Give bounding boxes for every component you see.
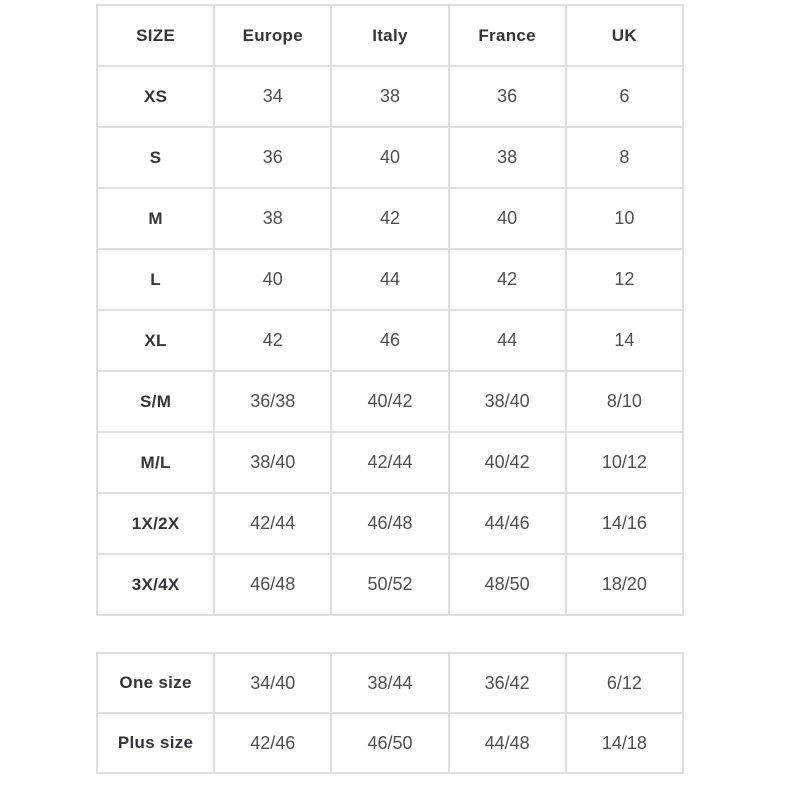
size-cell: 42 xyxy=(449,249,566,310)
size-cell: 10 xyxy=(566,188,683,249)
size-cell: 18/20 xyxy=(566,554,683,615)
size-cell: 40 xyxy=(449,188,566,249)
size-cell: 46/48 xyxy=(331,493,448,554)
size-cell: 44 xyxy=(449,310,566,371)
table-row-plus-size xyxy=(97,713,683,773)
size-cell: 38 xyxy=(449,127,566,188)
size-cell: 34 xyxy=(214,66,331,127)
size-cell: 38/40 xyxy=(214,432,331,493)
size-cell: 12 xyxy=(566,249,683,310)
column-header-europe: Europe xyxy=(214,5,331,66)
size-cell: 36/38 xyxy=(214,371,331,432)
table-row-3x4x xyxy=(97,554,683,615)
size-cell: 14 xyxy=(566,310,683,371)
row-label: XL xyxy=(97,310,214,371)
table-row-sm xyxy=(97,371,683,432)
table-row-ml xyxy=(97,432,683,493)
size-cell: 50/52 xyxy=(331,554,448,615)
size-cell: 10/12 xyxy=(566,432,683,493)
row-label: 3X/4X xyxy=(97,554,214,615)
size-cell: 14/16 xyxy=(566,493,683,554)
size-cell: 38/44 xyxy=(331,653,448,713)
table-body xyxy=(97,66,683,615)
size-cell: 36/42 xyxy=(449,653,566,713)
size-cell: 36 xyxy=(449,66,566,127)
size-cell: 44/46 xyxy=(449,493,566,554)
table-row-m xyxy=(97,188,683,249)
table-row-one-size xyxy=(97,653,683,713)
size-cell: 46/48 xyxy=(214,554,331,615)
size-cell: 14/18 xyxy=(566,713,683,773)
size-conversion-table xyxy=(96,4,684,616)
row-label: M/L xyxy=(97,432,214,493)
size-cell: 6/12 xyxy=(566,653,683,713)
table-row-1x2x xyxy=(97,493,683,554)
size-cell: 42 xyxy=(214,310,331,371)
size-cell: 38/40 xyxy=(449,371,566,432)
size-cell: 38 xyxy=(331,66,448,127)
size-cell: 38 xyxy=(214,188,331,249)
size-cell: 40/42 xyxy=(331,371,448,432)
column-header-france: France xyxy=(449,5,566,66)
table-body xyxy=(97,653,683,773)
row-label: Plus size xyxy=(97,713,214,773)
row-label: M xyxy=(97,188,214,249)
column-header-uk: UK xyxy=(566,5,683,66)
row-label: S/M xyxy=(97,371,214,432)
size-cell: 46/50 xyxy=(331,713,448,773)
size-cell: 8/10 xyxy=(566,371,683,432)
size-cell: 40/42 xyxy=(449,432,566,493)
size-cell: 44 xyxy=(331,249,448,310)
row-label: XS xyxy=(97,66,214,127)
size-cell: 48/50 xyxy=(449,554,566,615)
table-row-l xyxy=(97,249,683,310)
table-row-xs xyxy=(97,66,683,127)
row-label: L xyxy=(97,249,214,310)
size-cell: 46 xyxy=(331,310,448,371)
size-cell: 44/48 xyxy=(449,713,566,773)
size-cell: 8 xyxy=(566,127,683,188)
special-sizes-table xyxy=(96,652,684,774)
column-header-size: SIZE xyxy=(97,5,214,66)
header-row xyxy=(97,5,683,66)
table-row-s xyxy=(97,127,683,188)
size-cell: 40 xyxy=(214,249,331,310)
column-header-italy: Italy xyxy=(331,5,448,66)
size-cell: 34/40 xyxy=(214,653,331,713)
table-row-xl xyxy=(97,310,683,371)
size-cell: 42 xyxy=(331,188,448,249)
row-label: One size xyxy=(97,653,214,713)
size-cell: 42/44 xyxy=(214,493,331,554)
row-label: S xyxy=(97,127,214,188)
size-cell: 42/46 xyxy=(214,713,331,773)
row-label: 1X/2X xyxy=(97,493,214,554)
size-cell: 36 xyxy=(214,127,331,188)
size-cell: 6 xyxy=(566,66,683,127)
size-cell: 42/44 xyxy=(331,432,448,493)
table-header xyxy=(97,5,683,66)
size-cell: 40 xyxy=(331,127,448,188)
